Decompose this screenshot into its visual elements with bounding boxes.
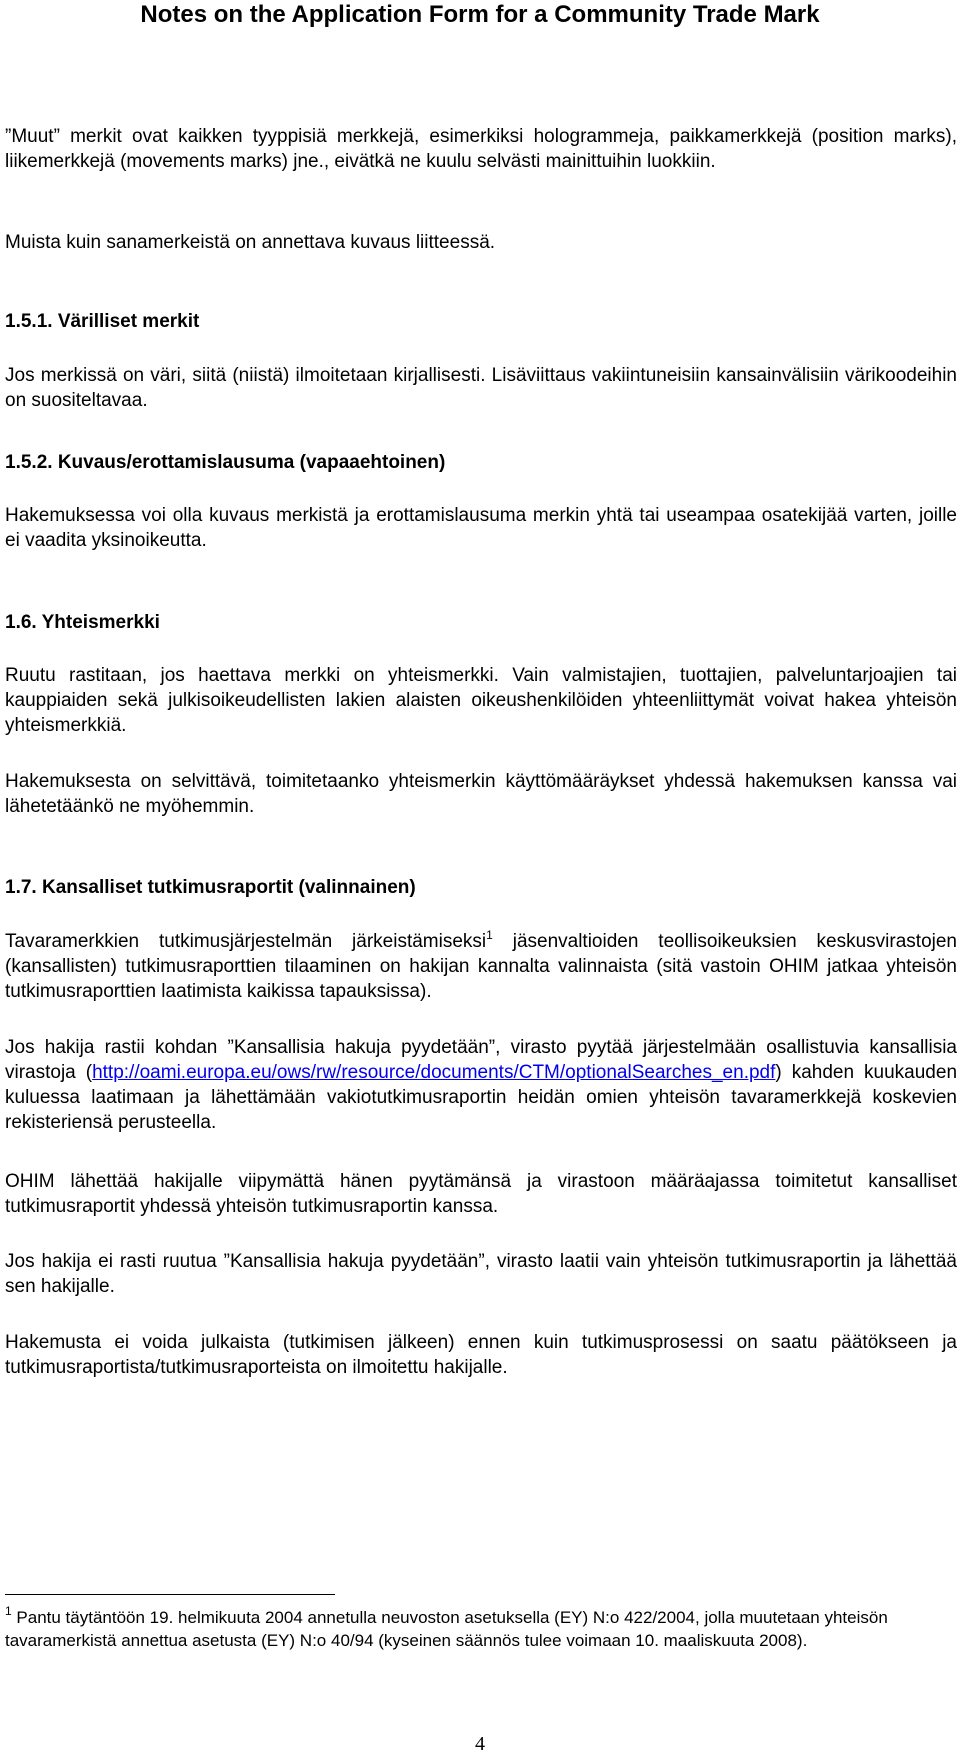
section-1-7-text-c: OHIM lähettää hakijalle viipymättä hänen pyytämänsä ja virastoon määräajassa toimitetut kansalliset tutkimusraportit yhdessä yhteisön tutkimusraportin kanssa. (5, 1171, 957, 1217)
footnote-text: Pantu täytäntöön 19. helmikuuta 2004 annetulla neuvoston asetuksella (EY) N:o 422/2004, jolla muutetaan yhteisön tavaramerkistä annettua asetusta (EY) N:o 40/94 (kyseinen säännös tulee voimaan 10. maaliskuuta 2008). (5, 1608, 888, 1650)
muut-paragraph (5, 124, 957, 174)
section-1-6-text-a: Ruutu rastitaan, jos haettava merkki on yhteismerkki. Vain valmistajien, tuottajien, palveluntarjoajien tai kauppiaiden sekä julkisoikeudellisten lakien alaisten oikeushenkilöiden yhteenliittymät voivat hakea yhteisön yhteismerkkiä. (5, 665, 957, 736)
section-1-7-heading: 1.7. Kansalliset tutkimusraportit (valinnainen) (5, 877, 416, 898)
section-1-7-text-a-post: jäsenvaltioiden teollisoikeuksien keskusvirastojen (kansallisten) tutkimusraporttien tilaaminen on hakijan kannalta valinnaista (sitä vastoin OHIM jatkaa yhteisön tutkimusraporttien laatimista kaikissa tapauksissa). (5, 931, 957, 1002)
section-1-5-2-heading: 1.5.2. Kuvaus/erottamislausuma (vapaaehtoinen) (5, 452, 446, 473)
section-1-7-paragraph-e (5, 1330, 957, 1380)
section-1-5-2-paragraph (5, 503, 957, 553)
section-1-6-paragraph-a (5, 663, 957, 738)
section-1-5-1-paragraph (5, 363, 957, 413)
footnote-reference: 1 (486, 928, 493, 942)
section-1-7-text-b-post: ) kahden kuukauden kuluessa laatimaan ja lähettämään vakiotutkimusraportin heidän omien yhteisön tavaramerkkejä koskevien rekisteriensä perusteella. (5, 1062, 958, 1133)
section-1-6-text-b: Hakemuksesta on selvittävä, toimitetaanko yhteismerkin käyttömääräykset yhdessä hakemuksen kanssa vai lähetetäänkö ne myöhemmin. (5, 771, 957, 817)
section-1-7-paragraph-b (5, 1035, 957, 1135)
section-1-7-paragraph-c (5, 1169, 957, 1219)
section-1-6-paragraph-b (5, 769, 957, 819)
section-1-7-text-b-pre: Jos hakija rastii kohdan ”Kansallisia hakuja pyydetään”, virasto pyytää järjestelmään osallistuvia kansallisia virastoja ( (5, 1037, 957, 1083)
footnote-marker: 1 (5, 1604, 12, 1618)
section-1-7-text-e: Hakemusta ei voida julkaista (tutkimisen jälkeen) ennen kuin tutkimusprosessi on saatu päätökseen ja tutkimusraportista/tutkimusraporteista on ilmoitettu hakijalle. (5, 1332, 957, 1378)
section-1-5-1-text: Jos merkissä on väri, siitä (niistä) ilmoitetaan kirjallisesti. Lisäviittaus vakiintuneisiin kansainvälisiin värikoodeihin on suositeltavaa. (5, 365, 957, 411)
optional-searches-link[interactable]: http://oami.europa.eu/ows/rw/resource/documents/CTM/optionalSearches_en.pdf (92, 1062, 776, 1083)
muista-text: Muista kuin sanamerkeistä on annettava kuvaus liitteessä. (5, 232, 496, 253)
section-1-7-text-d: Jos hakija ei rasti ruutua ”Kansallisia hakuja pyydetään”, virasto laatii vain yhteisön tutkimusraportin ja lähettää sen hakijalle. (5, 1251, 957, 1297)
section-1-7-paragraph-d (5, 1249, 957, 1299)
section-1-7-text-a-pre: Tavaramerkkien tutkimusjärjestelmän järkeistämiseksi (5, 931, 487, 952)
page-title: Notes on the Application Form for a Community Trade Mark (140, 1, 820, 28)
footnote (5, 1606, 935, 1652)
section-1-5-2-text: Hakemuksessa voi olla kuvaus merkistä ja erottamislausuma merkin yhtä tai useampaa osatekijää varten, joille ei vaadita yksinoikeutta. (5, 505, 957, 551)
section-1-6-heading: 1.6. Yhteismerkki (5, 612, 160, 633)
page-number: 4 (475, 1733, 485, 1755)
muut-text: ”Muut” merkit ovat kaikken tyyppisiä merkkejä, esimerkiksi hologrammeja, paikkamerkkejä (position marks), liikemerkkejä (movements marks) jne., eivätkä ne kuulu selvästi mainittuihin luokkiin. (5, 126, 957, 172)
section-1-7-text-b (5, 1035, 957, 1135)
section-1-7-paragraph-a (5, 929, 957, 1004)
section-1-5-1-heading: 1.5.1. Värilliset merkit (5, 311, 200, 332)
section-1-7-text-a (5, 929, 957, 1004)
footnote-divider (5, 1594, 335, 1595)
muista-paragraph (5, 230, 957, 255)
